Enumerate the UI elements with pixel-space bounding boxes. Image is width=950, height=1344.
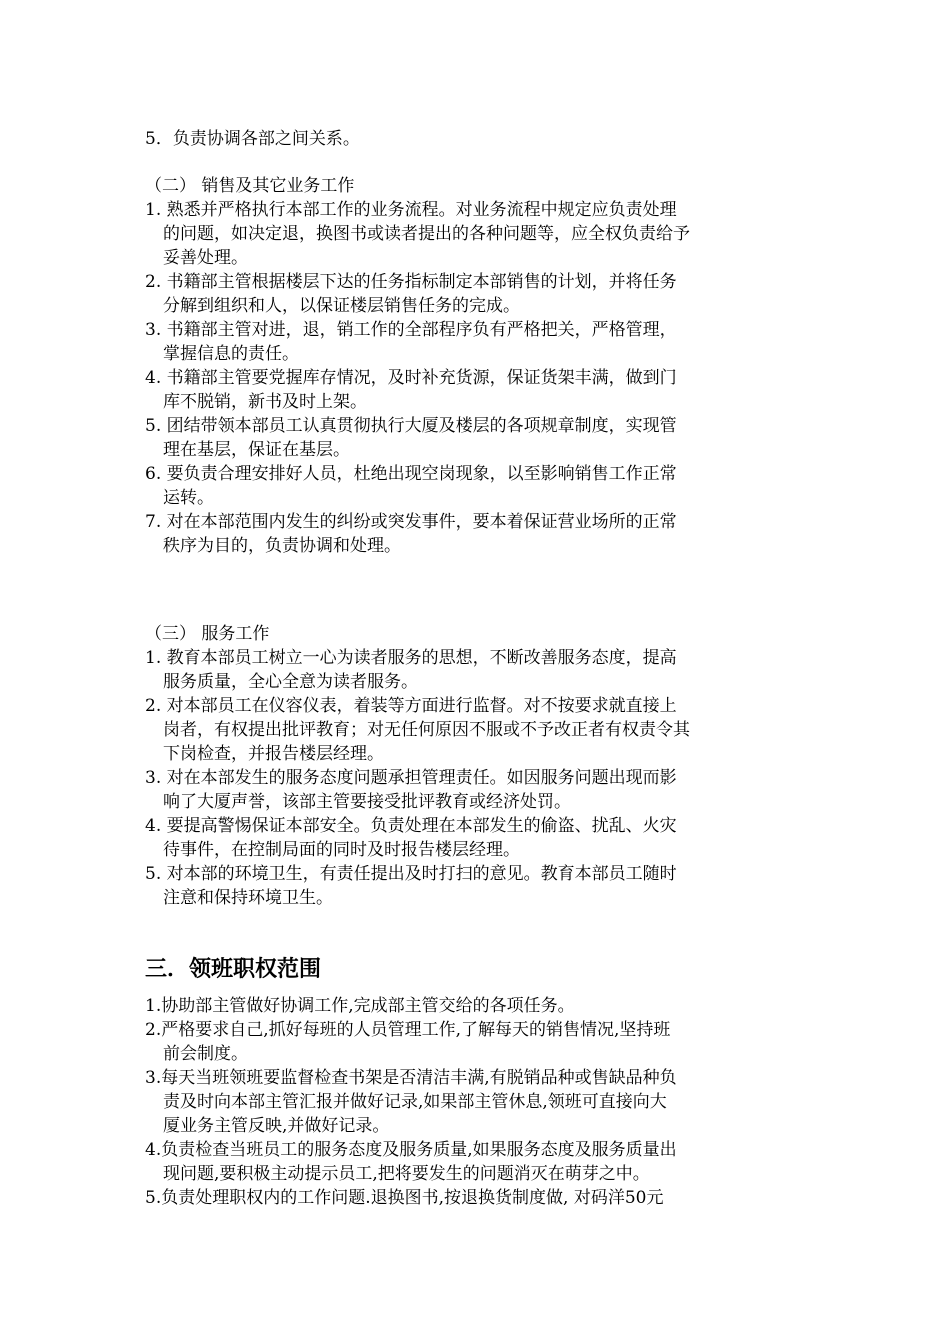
section-service — [145, 622, 810, 910]
list-item-text: 3. 书籍部主管对进，退，销工作的全部程序负有严格把关，严格管理， — [145, 320, 677, 340]
list-item-text: 7. 对在本部范围内发生的纠纷或突发事件，要本着保证营业场所的正常 — [145, 512, 677, 532]
section-team-lead — [145, 955, 810, 1210]
list-item-text: 4.负责检查当班员工的服务态度及服务质量,如果服务态度及服务质量出 — [145, 1140, 677, 1160]
list-item-text: 3. 对在本部发生的服务态度问题承担管理责任。如因服务问题出现而影 — [145, 768, 677, 788]
list-item-continuation: 秩序为目的，负责协调和处理。 — [163, 536, 401, 556]
list-item-text: 2.严格要求自己,抓好每班的人员管理工作,了解每天的销售情况,坚持班 — [145, 1020, 671, 1040]
list-item-text: 4. 要提高警惕保证本部安全。负责处理在本部发生的偷盗、扰乱、火灾 — [145, 816, 677, 836]
list-item-text: 6. 要负责合理安排好人员，杜绝出现空岗现象，以至影响销售工作正常 — [145, 464, 677, 484]
list-item-continuation: 运转。 — [163, 488, 214, 508]
list-item-continuation: 妥善处理。 — [163, 248, 248, 268]
list-item — [145, 510, 810, 558]
list-item-continuation: 理在基层，保证在基层。 — [163, 440, 350, 460]
list-item-continuation: 下岗检查，并报告楼层经理。 — [163, 744, 384, 764]
list-item-continuation: 掌握信息的责任。 — [163, 344, 299, 364]
list-item-text: 5. 对本部的环境卫生，有责任提出及时打扫的意见。教育本部员工随时 — [145, 864, 677, 884]
list-item — [145, 1186, 810, 1210]
list-item — [145, 814, 810, 862]
lead-list — [145, 994, 810, 1210]
list-item-continuation: 的问题，如决定退，换图书或读者提出的各种问题等，应全权负责给予 — [163, 224, 690, 244]
list-item-continuation: 注意和保持环境卫生。 — [163, 888, 333, 908]
list-item — [145, 270, 810, 318]
list-item — [145, 414, 810, 462]
list-item — [145, 994, 810, 1018]
list-item — [145, 766, 810, 814]
list-item — [145, 1138, 810, 1186]
list-item — [145, 862, 810, 910]
list-item-text: 5.负责处理职权内的工作问题.退换图书,按退换货制度做, 对码洋50元 — [145, 1188, 664, 1208]
list-item-continuation: 岗者，有权提出批评教育；对无任何原因不服或不予改正者有权责令其 — [163, 720, 690, 740]
list-item — [145, 318, 810, 366]
list-item — [145, 462, 810, 510]
list-item-text: 1. 教育本部员工树立一心为读者服务的思想，不断改善服务态度，提高 — [145, 648, 677, 668]
list-item — [145, 694, 810, 766]
section-title: （三） 服务工作 — [145, 624, 270, 644]
list-item — [145, 366, 810, 414]
service-list — [145, 646, 810, 910]
sales-list — [145, 198, 810, 558]
list-item — [145, 1018, 810, 1066]
list-item-continuation: 责及时向本部主管汇报并做好记录,如果部主管休息,领班可直接向大 — [163, 1092, 667, 1112]
list-item-continuation: 厦业务主管反映,并做好记录。 — [163, 1116, 390, 1136]
list-item-text: 2. 书籍部主管根据楼层下达的任务指标制定本部销售的计划，并将任务 — [145, 272, 677, 292]
list-item-text: 5. 团结带领本部员工认真贯彻执行大厦及楼层的各项规章制度，实现管 — [145, 416, 677, 436]
list-item-continuation: 库不脱销，新书及时上架。 — [163, 392, 367, 412]
list-item-continuation: 前会制度。 — [163, 1044, 248, 1064]
list-item-continuation: 服务质量，全心全意为读者服务。 — [163, 672, 418, 692]
list-item-text: 2. 对本部员工在仪容仪表，着装等方面进行监督。对不按要求就直接上 — [145, 696, 677, 716]
section-heading: 三．领班职权范围 — [145, 957, 322, 982]
list-item-continuation: 现问题,要积极主动提示员工,把将要发生的问题消灭在萌芽之中。 — [163, 1164, 650, 1184]
list-item-text: 4. 书籍部主管要党握库存情况，及时补充货源，保证货架丰满，做到门 — [145, 368, 677, 388]
top-item-block — [145, 127, 810, 151]
list-item-text: 1. 熟悉并严格执行本部工作的业务流程。对业务流程中规定应负责处理 — [145, 200, 677, 220]
list-item-continuation: 分解到组织和人，以保证楼层销售任务的完成。 — [163, 296, 520, 316]
list-item-text: 3.每天当班领班要监督检查书架是否清洁丰满,有脱销品种或售缺品种负 — [145, 1068, 677, 1088]
list-item — [145, 646, 810, 694]
list-item-text: 1.协助部主管做好协调工作,完成部主管交给的各项任务。 — [145, 996, 575, 1016]
section-sales — [145, 174, 810, 558]
list-item — [145, 1066, 810, 1138]
list-item — [145, 198, 810, 270]
section-title: （二） 销售及其它业务工作 — [145, 176, 355, 196]
list-item: 5．负责协调各部之间关系。 — [145, 129, 360, 149]
list-item-continuation: 响了大厦声誉，该部主管要接受批评教育或经济处罚。 — [163, 792, 571, 812]
list-item-continuation: 待事件，在控制局面的同时及时报告楼层经理。 — [163, 840, 520, 860]
